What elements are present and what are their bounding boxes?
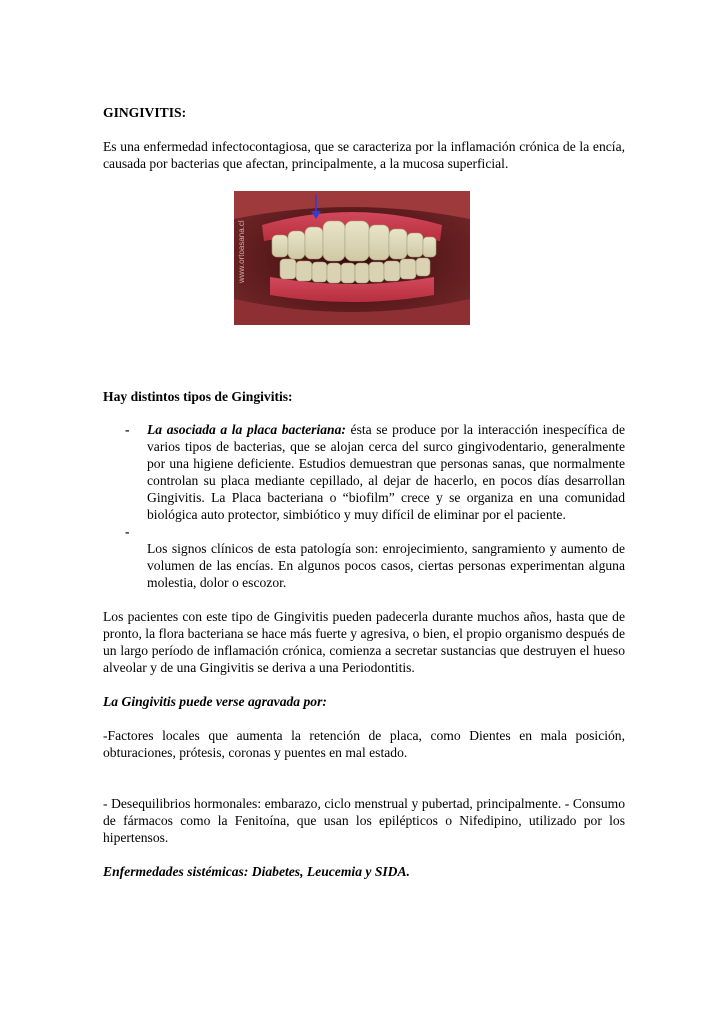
photo-container [103, 191, 625, 328]
gingivitis-types-list [103, 421, 625, 591]
list-dash: - [125, 524, 130, 539]
photo-watermark: www.ortoasana.cl [237, 220, 246, 283]
aggravated-heading: La Gingivitis puede verse agravada por: [103, 694, 327, 709]
list-item [103, 523, 625, 591]
factor-hormonal-paragraph: - Desequilibrios hormonales: embarazo, ciclo menstrual y pubertad, principalmente. - Consumo de fármacos como la Fenitoína, que usan los epilépticos o Nifedipino, utilizado por los hipertensos. [103, 796, 625, 845]
list-item [103, 421, 625, 523]
document-title: GINGIVITIS: [103, 105, 187, 120]
intro-paragraph: Es una enfermedad infectocontagiosa, que se caracteriza por la inflamación crónica de la encía, causada por bacterias que afectan, principalmente, a la mucosa superficial. [103, 139, 625, 171]
document-body [103, 104, 625, 880]
types-heading: Hay distintos tipos de Gingivitis: [103, 389, 293, 404]
type-description: Los signos clínicos de esta patología son: enrojecimiento, sangramiento y aumento de volumen de las encías. En algunos pocos casos, ciertas personas experimentan alguna molestia, dolor o escozor. [147, 541, 625, 590]
factor-local-paragraph: -Factores locales que aumenta la retención de placa, como Dientes en mala posición, obturaciones, prótesis, coronas y puentes en mal estado. [103, 728, 625, 760]
systemic-diseases: Enfermedades sistémicas: Diabetes, Leucemia y SIDA. [103, 864, 410, 879]
list-dash: - [125, 422, 130, 437]
chronic-paragraph: Los pacientes con este tipo de Gingivitis pueden padecerla durante muchos años, hasta que de pronto, la flora bacteriana se hace más fuerte y agresiva, o bien, el propio organismo después de un largo período de inflamación crónica, comienza a secretar sustancias que destruyen el hueso alveolar y de una Gingivitis se deriva a una Periodontitis. [103, 609, 625, 675]
type-label: La asociada a la placa bacteriana: [147, 422, 346, 437]
gingivitis-teeth-photo [234, 191, 470, 325]
type-description: ésta se produce por la interacción inespecífica de varios tipos de bacterias, que se alojan cerca del surco gingivodentario, generalmente por una higiene deficiente. Estudios demuestran que personas sanas, que normalmente controlan su placa mediante cepillado, al dejar de hacerlo, en pocos días desarrollan Gingivitis. La Placa bacteriana o “biofilm” crece y se organiza en una comunidad biológica auto protector, simbiótico y muy difícil de eliminar por el paciente. [147, 422, 626, 522]
